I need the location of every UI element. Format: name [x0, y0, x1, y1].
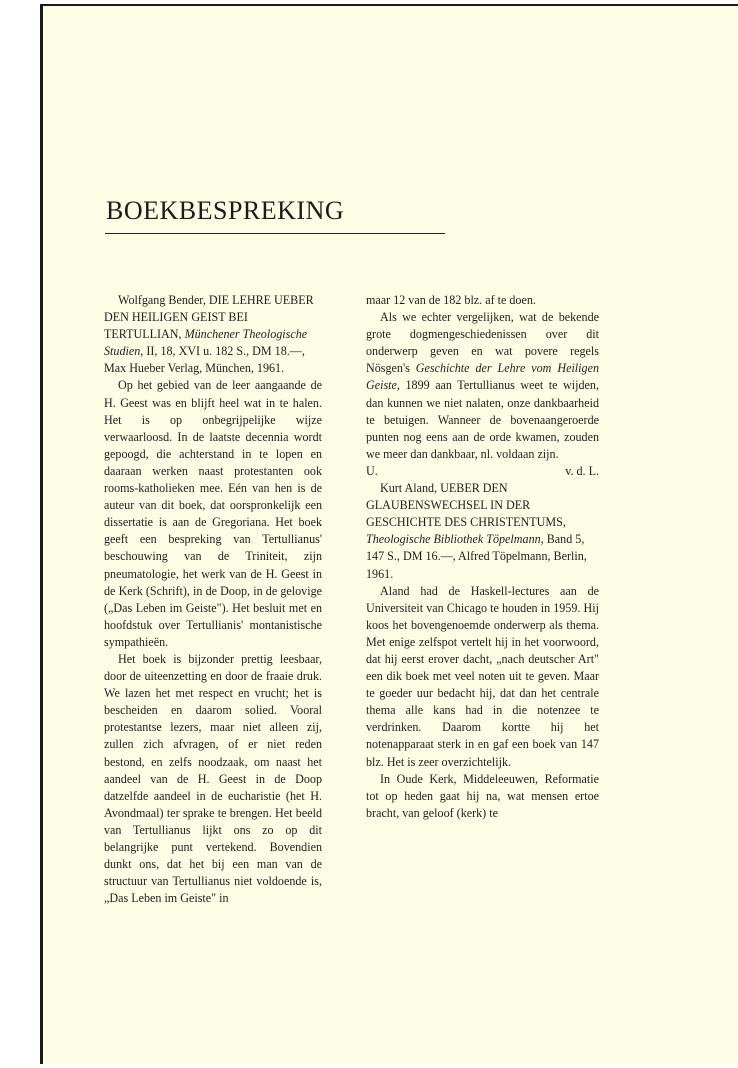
left-column: [104, 292, 322, 907]
review1-signature-left: U.: [366, 463, 378, 478]
review1-details: II, 18, XVI u. 182 S., DM 18.—, Max Hueber Verlag, München, 1961.: [104, 344, 305, 376]
review2-details: Band 5, 147 S., DM 16.—, Alfred Töpelmann, Berlin, 1961.: [366, 532, 587, 581]
title-rule: [105, 233, 445, 234]
review1-p3-text-a: Als we echter vergelijken, wat de bekende grote dogmengeschiedenissen over dit onderwerp geven en wat povere regels Nösgen's: [366, 310, 599, 376]
review2-series: Theologische Bibliothek Töpelmann,: [366, 532, 544, 547]
review1-author-title: Wolfgang Bender, DIE LEHRE UEBER DEN HEILIGEN GEIST BEI TERTULLIAN,: [104, 293, 314, 342]
review1-paragraph-1: Op het gebied van de leer aangaande de H. Geest was en blijft heel wat in te halen. Het is op onbegrijpelijke wijze verwaarloosd. In de laatste decennia wordt gepoogd, die achterstand in te lopen en daaraan werken naast protestanten ook rooms-katholieken mee. Eén van hen is de auteur van dit boek, dat oorspronkelijk een dissertatie is aan de Gregoriana. Het boek geeft een bespreking van Tertullianus' beschouwing van de Triniteit, zijn pneumatologie, het werk van de H. Geest in de Kerk (Schrift), in de Doop, in de gelovige („Das Leben im Geiste"). Het besluit met en hoofdstuk over Tertullianis' montanistische sympathieën.: [104, 378, 322, 649]
review1-p3-text-b: 1899 aan Tertullianus weet te wijden, dan kunnen we niet nalaten, onze dankbaarheid te betuigen. Wanneer de bovenaangeroerde punten nog eens aan de orde kwamen, zouden we meer dan dankbaar, nl. voldaan zijn.: [366, 378, 599, 461]
review1-series: Münchener Theologische Studien,: [104, 327, 308, 359]
review2-citation: [366, 480, 599, 583]
review1-signature: [366, 463, 599, 480]
review1-paragraph-2: Het boek is bijzonder prettig leesbaar, door de uiteenzetting en door de fraaie druk. We lazen het met respect en vrucht; het is bescheiden en daarom solied. Vooral protestantse lezers, maar niet alleen zij, zullen zich afvragen, of er niet reden bestond, en zelfs noodzaak, om naast het aandeel van de H. Geest in de Doop datzelfde aandeel in de eucharistie (het H. Avondmaal) ter sprake te brengen. Het beeld van Tertullianus lijkt ons zo op dit belangrijke punt vertekend. Bovendien dunkt ons, dat het bij een man van de structuur van Tertullianus niet voldoende is, „Das Leben im Geiste" in: [104, 651, 322, 906]
review1-paragraph-3: [366, 309, 599, 463]
page-title: BOEKBESPREKING: [106, 196, 345, 225]
review1-citation: [104, 292, 322, 377]
review2-paragraph-1: Aland had de Haskell-lectures aan de Universiteit van Chicago te houden in 1959. Hij koos het bovengenoemde onderwerp als thema. Met enige zelfspot vertelt hij in het voorwoord, dat hij eerst erover dacht, „nach deutscher Art" een dik boek met veel noten uit te geven. Maar te goeder uur bedacht hij, dat dan het centrale thema alle kans had in die notenzee te verdrinken. Daarom kortte hij het notenapparaat sterk in en gaf een boek van 147 blz. Het is zeer overzichtelijk.: [366, 583, 599, 769]
review2-author-title: Kurt Aland, UEBER DEN GLAUBENSWECHSEL IN DER GESCHICHTE DES CHRISTENTUMS,: [366, 481, 566, 530]
review1-paragraph-2-continued: maar 12 van de 182 blz. af te doen.: [366, 293, 536, 307]
review2-paragraph-2: In Oude Kerk, Middeleeuwen, Reformatie tot op heden gaat hij na, wat mensen ertoe bracht, van geloof (kerk) te: [366, 771, 599, 820]
review1-p3-book-title: Geschichte der Lehre vom Heiligen Geiste,: [366, 361, 599, 393]
review1-signature-right: v. d. L.: [565, 463, 599, 478]
right-column: [366, 292, 599, 822]
